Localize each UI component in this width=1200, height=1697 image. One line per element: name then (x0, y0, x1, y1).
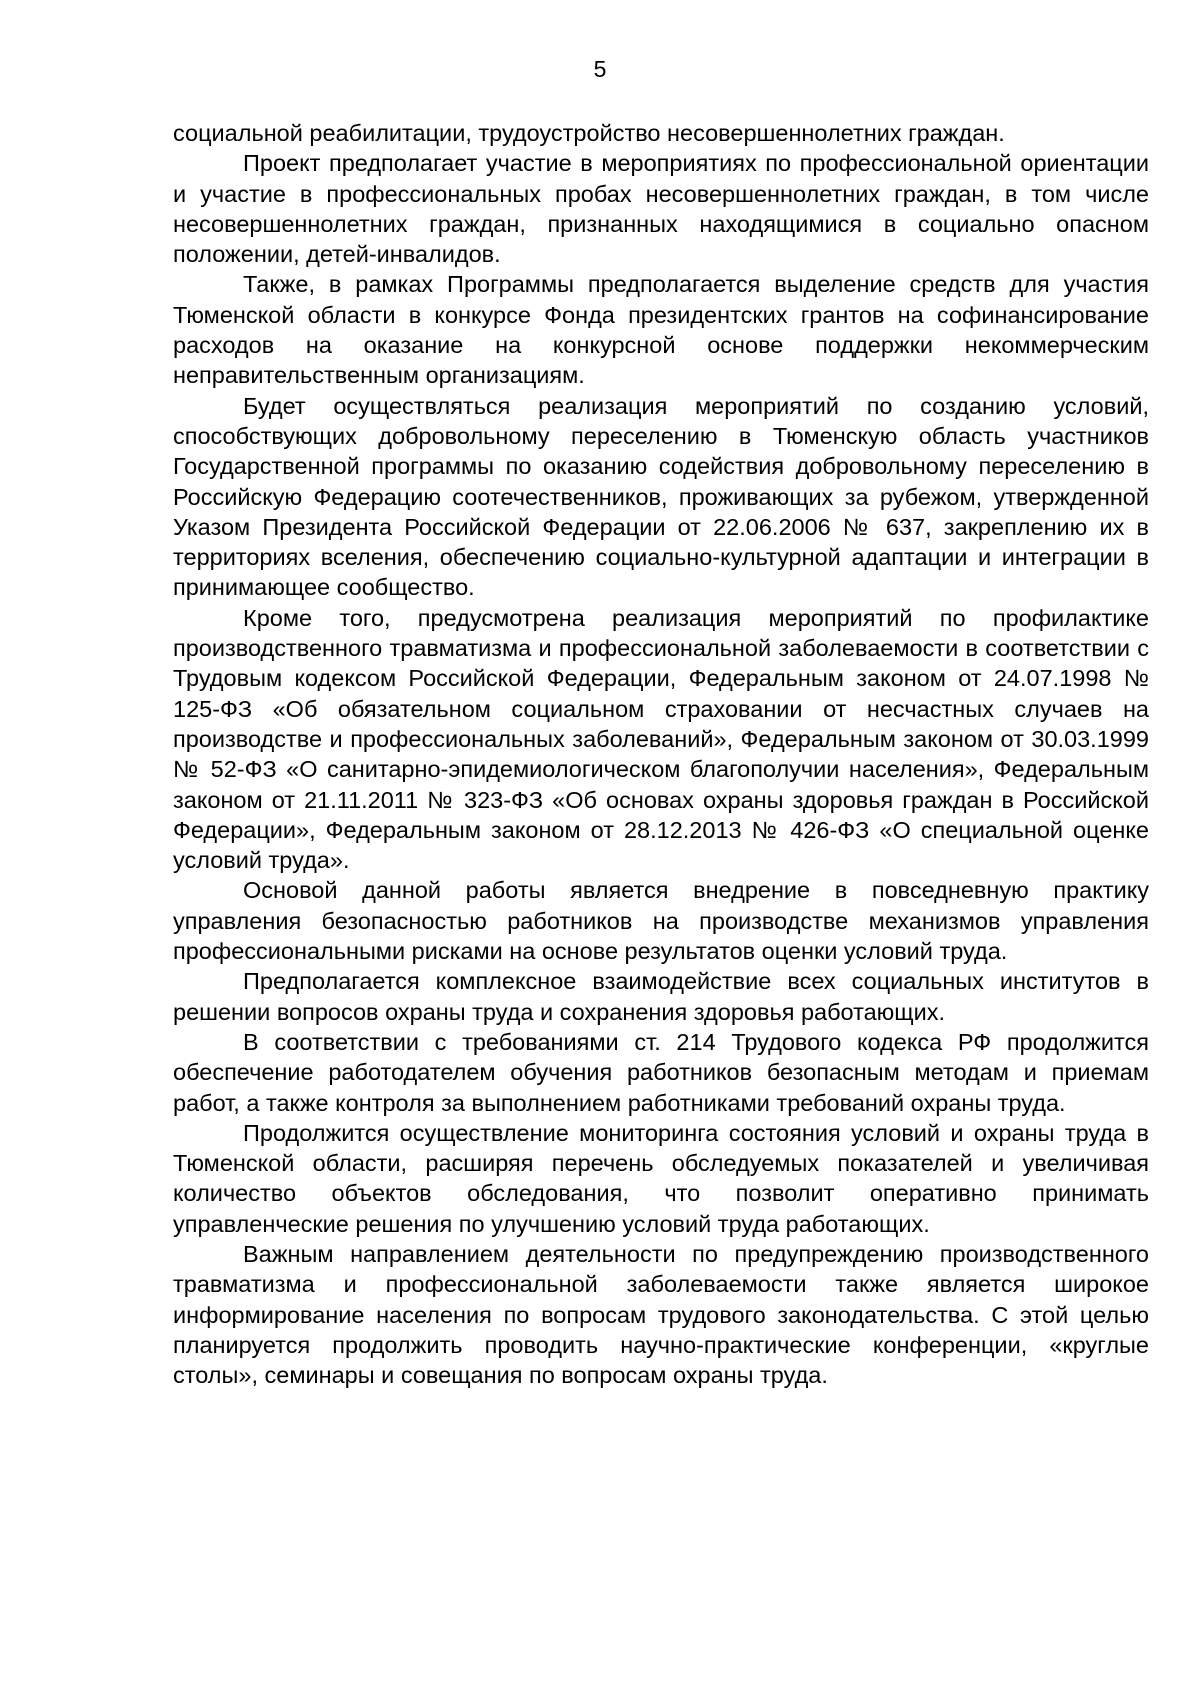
document-body (173, 118, 1149, 1390)
paragraph-continuation: социальной реабилитации, трудоустройство несовершеннолетних граждан. (173, 120, 1005, 146)
paragraph-project-participation: Проект предполагает участие в мероприятиях по профессиональной ориентации и участие в профессиональных пробах несовершеннолетних граждан, в том числе несовершеннолетних граждан, признанных находящимися в социально опасном положении, детей-инвалидов. (173, 150, 1149, 268)
paragraph-resettlement-program: Будет осуществляться реализация мероприятий по созданию условий, способствующих добровольному переселению в Тюменскую область участников Государственной программы по оказанию содействия добровольному переселению в Российскую Федерацию соотечественников, проживающих за рубежом, утвержденной Указом Президента Российской Федерации от 22.06.2006 № 637, закреплению их в территориях вселения, обеспечению социально-культурной адаптации и интеграции в принимающее сообщество. (173, 392, 1149, 601)
paragraph-public-information: Важным направлением деятельности по предупреждению производственного травматизма и профессиональной заболеваемости также является широкое информирование населения по вопросам трудового законодательства. С этой целью планируется продолжить проводить научно-практические конференции, «круглые столы», семинары и совещания по вопросам охраны труда. (173, 1240, 1149, 1389)
paragraph-monitoring: Продолжится осуществление мониторинга состояния условий и охраны труда в Тюменской области, расширяя перечень обследуемых показателей и увеличивая количество объектов обследования, что позволит оперативно принимать управленческие решения по улучшению условий труда работающих. (173, 1119, 1149, 1237)
paragraph-labor-code-training: В соответствии с требованиями ст. 214 Трудового кодекса РФ продолжится обеспечение работодателем обучения работников безопасным методам и приемам работ, а также контроля за выполнением работниками требований охраны труда. (173, 1028, 1149, 1116)
page-number: 5 (593, 56, 607, 82)
paragraph-injury-prevention: Кроме того, предусмотрена реализация мероприятий по профилактике производственного травматизма и профессиональной заболеваемости в соответствии с Трудовым кодексом Российской Федерации, Федеральным законом от 24.07.1998 № 125-ФЗ «Об обязательном социальном страховании от несчастных случаев на производстве и профессиональных заболеваний», Федеральным законом от 30.03.1999 № 52-ФЗ «О санитарно-эпидемиологическом благополучии населения», Федеральным законом от 21.11.2011 № 323-ФЗ «Об основах охраны здоровья граждан в Российской Федерации», Федеральным законом от 28.12.2013 № 426-ФЗ «О специальной оценке условий труда». (173, 604, 1149, 874)
paragraph-risk-management: Основой данной работы является внедрение в повседневную практику управления безопасностью работников на производстве механизмов управления профессиональными рисками на основе результатов оценки условий труда. (173, 877, 1149, 965)
paragraph-presidential-grants: Также, в рамках Программы предполагается выделение средств для участия Тюменской области в конкурсе Фонда президентских грантов на софинансирование расходов на оказание на конкурсной основе поддержки некоммерческим неправительственным организациям. (173, 271, 1149, 389)
paragraph-social-institutions: Предполагается комплексное взаимодействие всех социальных институтов в решении вопросов охраны труда и сохранения здоровья работающих. (173, 968, 1149, 1025)
